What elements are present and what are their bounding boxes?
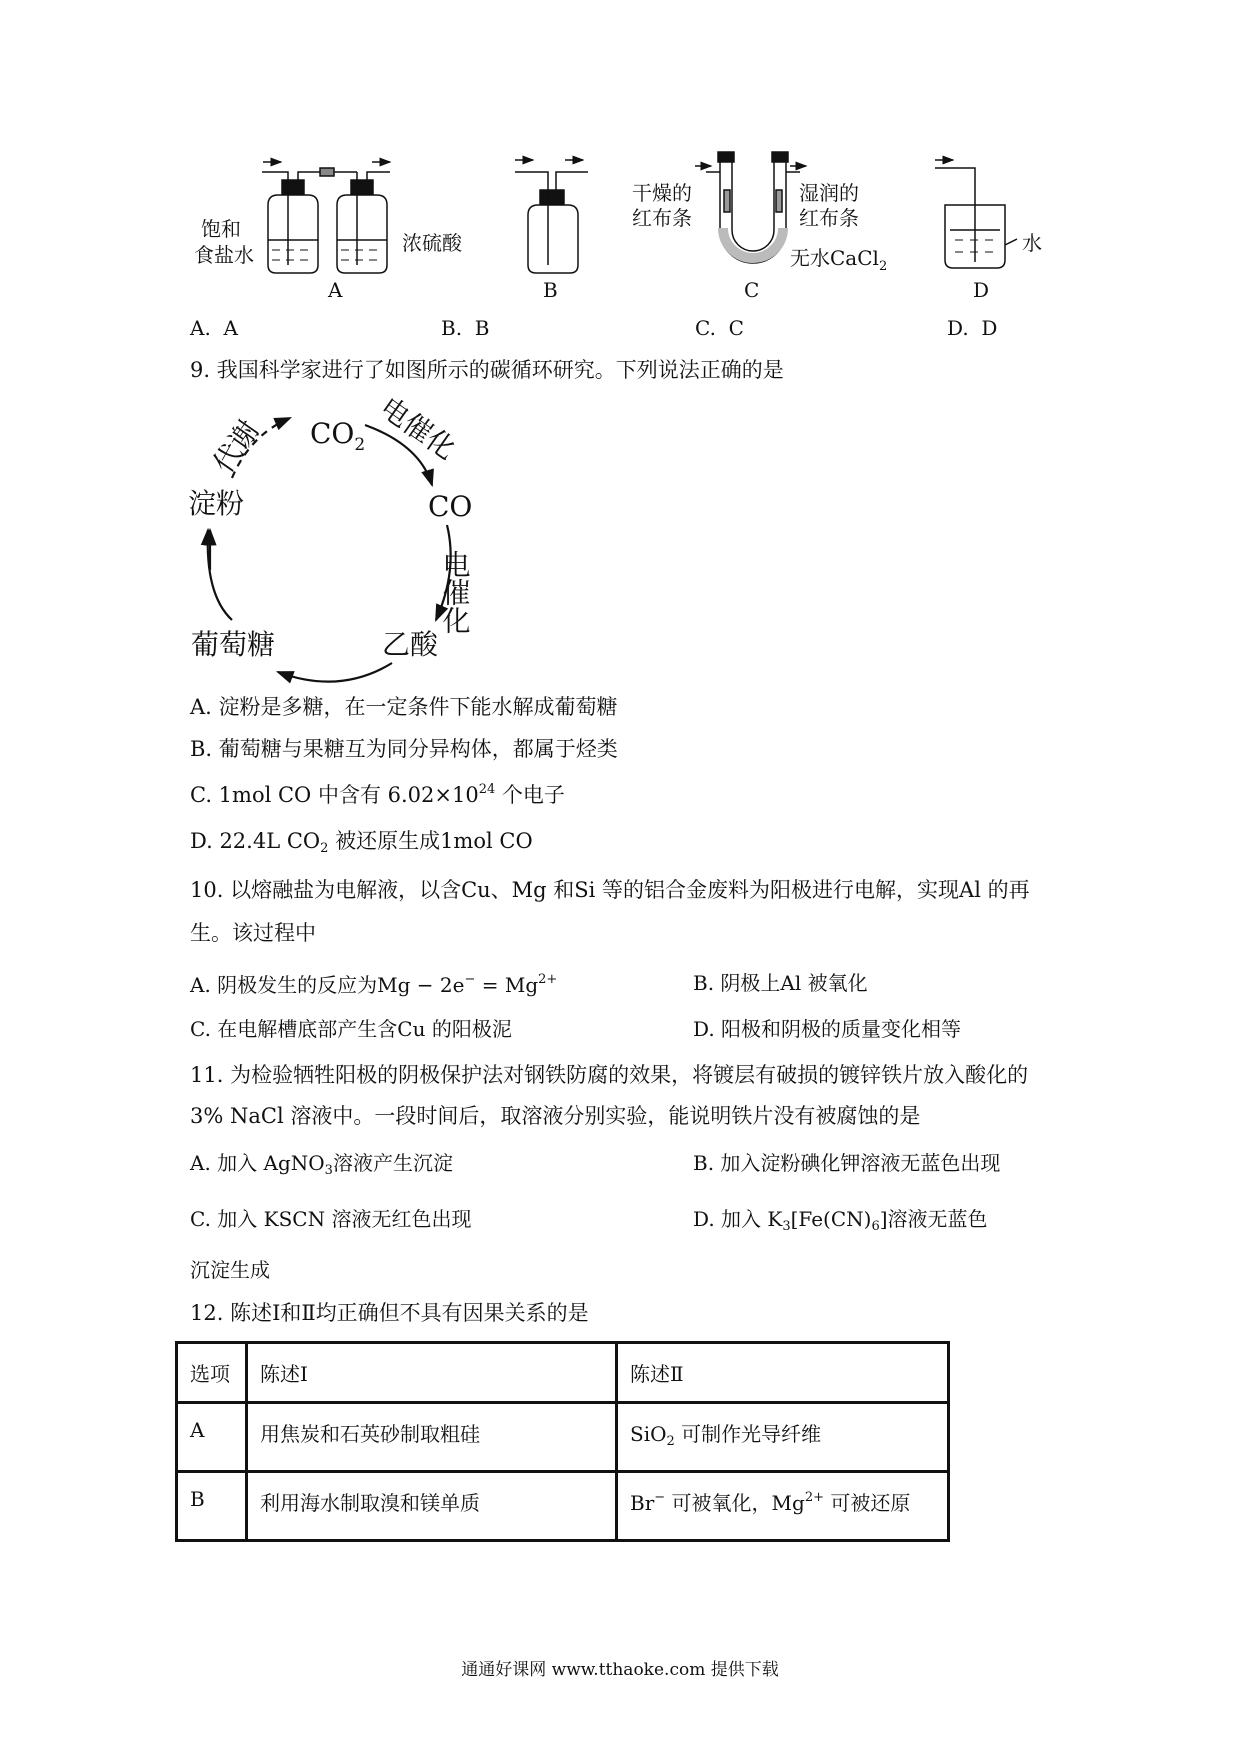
text: C. 1mol CO 中含有 6.02×10 [190,783,479,807]
option-key: C. [695,316,716,340]
option-text: C [728,316,744,340]
text: D. 加入 K [693,1207,783,1231]
table-row [177,1403,949,1472]
row-statement-1: 利用海水制取溴和镁单质 [247,1472,617,1541]
label-conc-sulfuric: 浓硫酸 [402,231,462,255]
q10-option-a[interactable] [190,973,557,995]
row-key: A [177,1403,247,1472]
row-statement-2 [617,1472,949,1541]
header-statement-2: 陈述Ⅱ [617,1343,949,1403]
option-text: D [981,316,998,340]
label-water: 水 [1022,231,1042,255]
text: = Mg [475,973,539,997]
text: ]溶液无蓝色 [879,1207,988,1231]
subscript: 3 [324,1163,333,1178]
option-key: A. [190,316,211,340]
superscript: 2+ [538,972,558,987]
node-co2: $CO_2$ [310,417,366,455]
arrow-glucose-to-starch-1 [208,530,232,620]
q11-option-b[interactable]: B. 加入淀粉碘化钾溶液无蓝色出现 [693,1151,1001,1175]
subscript: 2 [320,841,329,856]
label-red-cloth-right: 红布条 [799,206,859,230]
text: 被还原生成1mol CO [328,829,533,853]
superscript: 24 [478,782,496,797]
text: 可制作光导纤维 [674,1422,822,1446]
q12-stem: 12. 陈述Ⅰ和Ⅱ均正确但不具有因果关系的是 [190,1301,589,1325]
text: Br [630,1491,655,1515]
text: A. 加入 AgNO [190,1151,325,1175]
superscript: − [464,972,476,987]
text: A. 阴极发生的反应为Mg − 2e [190,973,465,997]
table-header-row [177,1343,949,1403]
option-key: D. [947,316,969,340]
label-brine: 食盐水 [194,243,254,267]
q10-option-d[interactable]: D. 阳极和阴极的质量变化相等 [693,1017,962,1041]
label-red-cloth-left: 红布条 [632,206,692,230]
q10-stem-line1: 10. 以熔融盐为电解液，以含Cu、Mg 和Si 等的铝合金废料为阳极进行电解，实现Al 的再 [190,878,1030,902]
q9-option-a[interactable]: A. 淀粉是多糖，在一定条件下能水解成葡萄糖 [190,695,618,719]
q9-stem: 9. 我国科学家进行了如图所示的碳循环研究。下列说法正确的是 [190,358,784,382]
figure-label-a: A [328,278,343,302]
text: D. 22.4L CO [190,829,321,853]
page-footer: 通通好课网 www.tthaoke.com 提供下载 [461,1660,779,1680]
q11-stem-line2: 3% NaCl 溶液中。一段时间后，取溶液分别实验，能说明铁片没有被腐蚀的是 [190,1104,921,1128]
node-starch: 淀粉 [188,487,245,520]
text: 可被还原 [823,1491,911,1515]
subscript: 2 [666,1434,675,1449]
text: 个电子 [495,783,565,807]
text: [Fe(CN) [790,1207,872,1231]
figure-label-b: B [543,278,558,302]
row-key: B [177,1472,247,1541]
option-text: A [223,316,238,340]
node-acetic-acid: 乙酸 [382,628,439,661]
q11-option-c[interactable]: C. 加入 KSCN 溶液无红色出现 [190,1207,472,1231]
figure-label-c: C [744,278,760,302]
q11-option-d[interactable] [693,1209,988,1233]
text: 溶液产生沉淀 [332,1151,453,1175]
header-statement-1: 陈述Ⅰ [247,1343,617,1403]
label-cacl2: 无水CaCl$_2$ [790,246,888,274]
subscript: 6 [871,1219,880,1234]
node-glucose: 葡萄糖 [191,628,276,661]
text: 可被氧化，Mg [665,1491,805,1515]
q10-option-b[interactable]: B. 阴极上Al 被氧化 [693,971,868,995]
label-saturated: 饱和 [201,217,241,241]
q11-option-d-continued: 沉淀生成 [190,1258,270,1282]
q10-option-c[interactable]: C. 在电解槽底部产生含Cu 的阳极泥 [190,1017,512,1041]
option-text: B [474,316,490,340]
q11-option-a[interactable] [190,1153,453,1177]
subscript: 3 [782,1219,791,1234]
figure-label-d: D [973,278,990,302]
superscript: − [654,1490,666,1505]
q9-option-d[interactable] [190,831,533,855]
q10-stem-line2: 生。该过程中 [190,921,316,945]
label-electrocatalysis-2: 电催化 [438,550,472,634]
node-co: CO [428,490,473,523]
label-electrocatalysis-1: 电催化 [373,390,462,466]
superscript: 2+ [804,1490,824,1505]
carbon-cycle-diagram [0,0,1240,720]
q9-option-c[interactable] [190,783,565,806]
arrow-acetic-to-glucose [278,663,392,682]
label-wet: 湿润的 [799,181,859,205]
option-key: B. [441,316,463,340]
text: SiO [630,1422,667,1446]
q9-option-b[interactable]: B. 葡萄糖与果糖互为同分异构体，都属于烃类 [190,737,618,761]
label-metabolism: 代谢 [206,414,266,480]
table-row [177,1472,949,1541]
row-statement-1: 用焦炭和石英砂制取粗硅 [247,1403,617,1472]
label-dry: 干燥的 [632,181,692,205]
q12-table [175,1341,950,1542]
q11-stem-line1: 11. 为检验牺牲阳极的阴极保护法对钢铁防腐的效果，将镀层有破损的镀锌铁片放入酸化的 [190,1063,1029,1087]
row-statement-2 [617,1403,949,1472]
header-option: 选项 [177,1343,247,1403]
